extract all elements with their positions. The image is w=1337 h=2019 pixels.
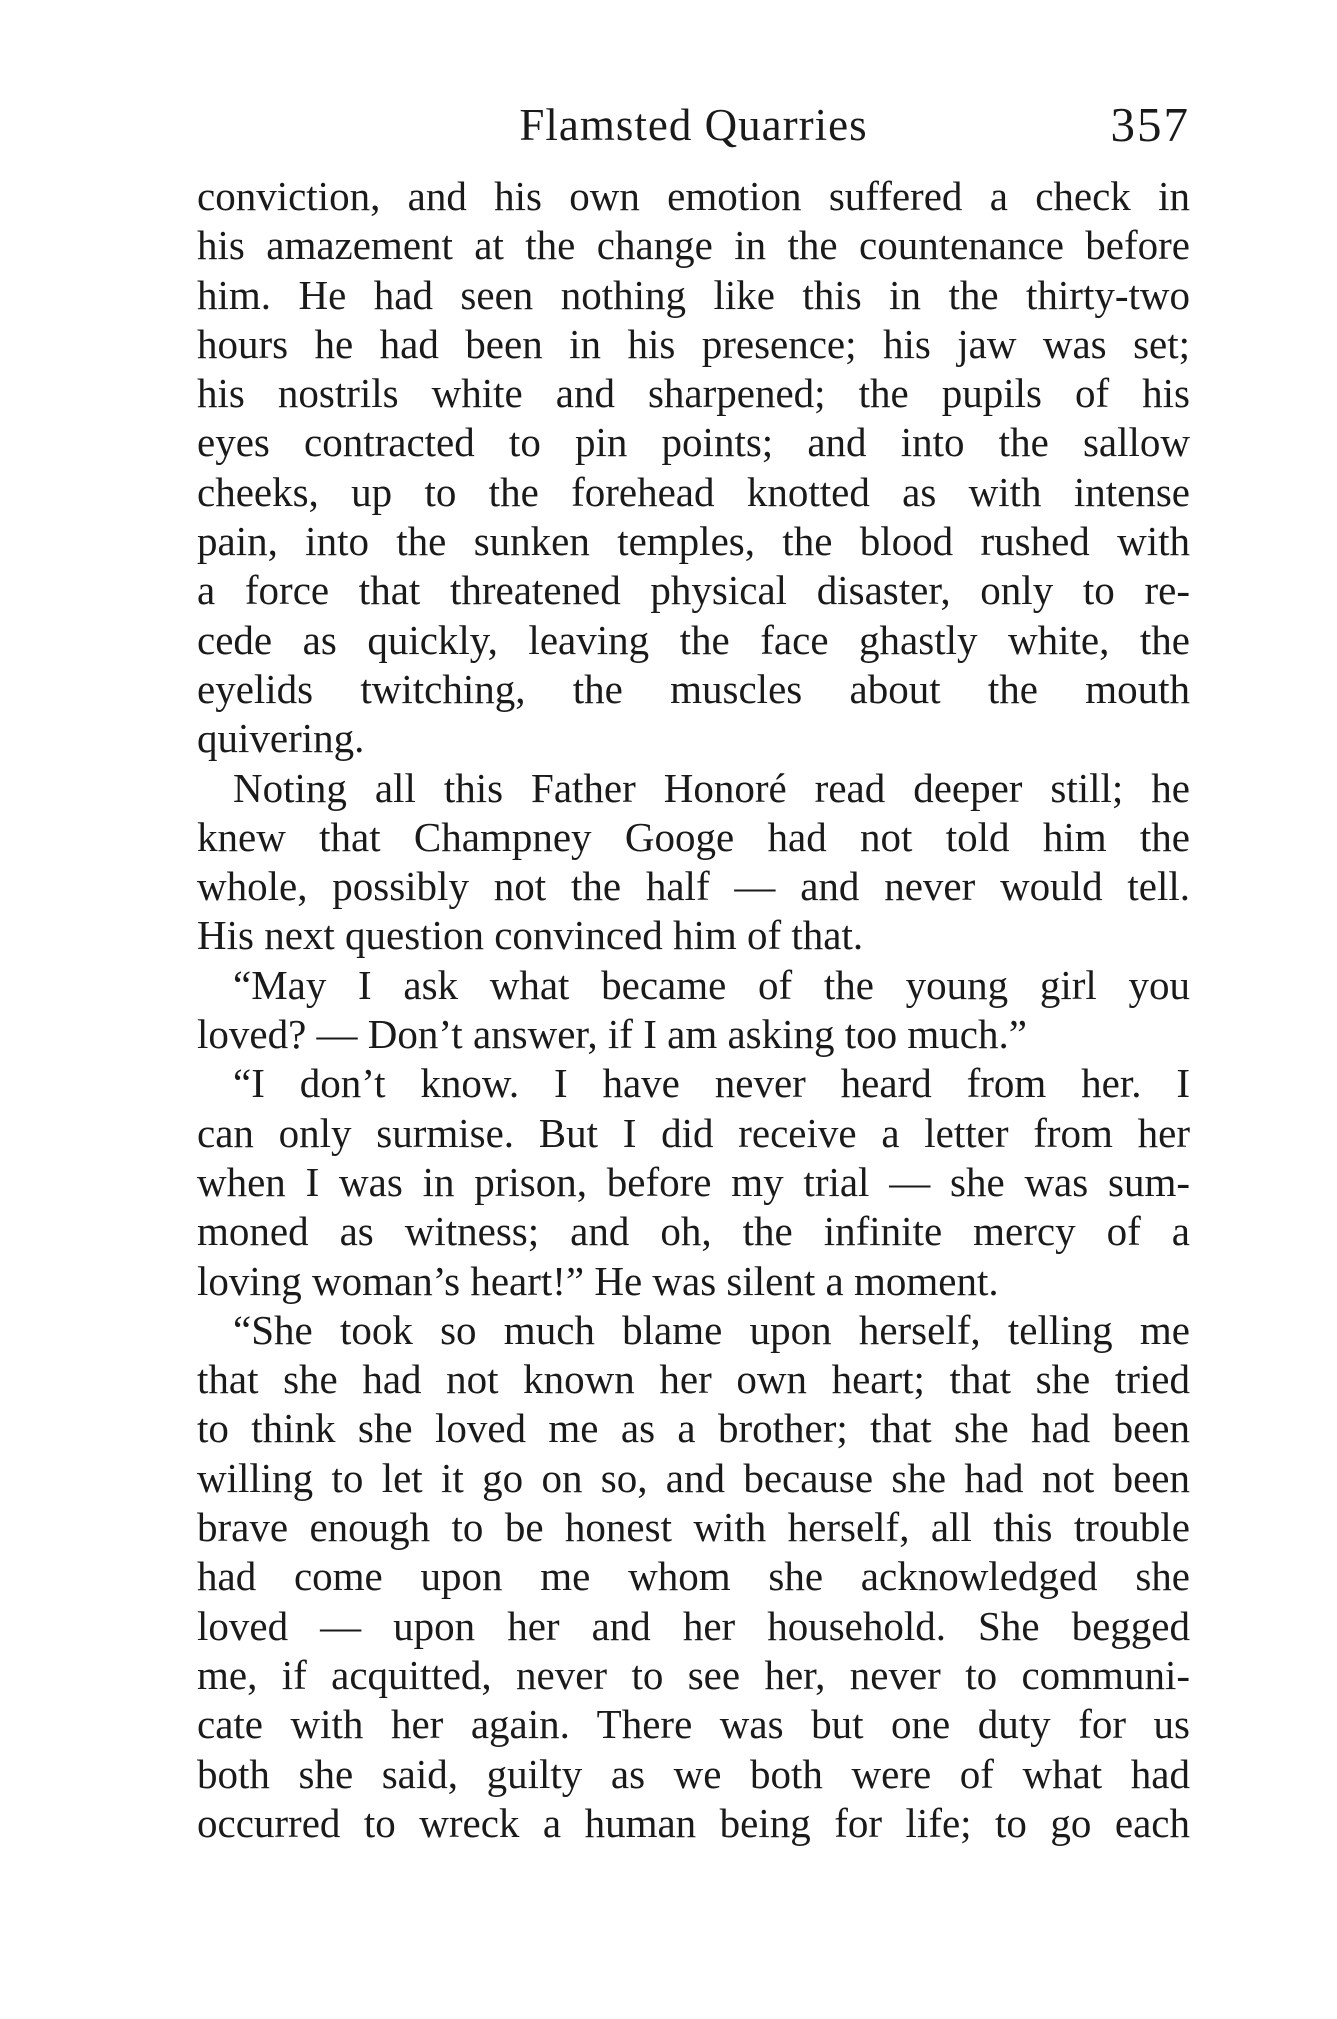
text-line: “She took so much blame upon herself, telling me <box>233 1306 1190 1353</box>
text-line: conviction, and his own emotion suffered a check in <box>197 173 1190 219</box>
text-line: loving woman’s heart!” He was silent a moment. <box>197 1257 999 1304</box>
text-line: whole, possibly not the half — and never would tell. <box>197 863 1190 910</box>
text-line: hours he had been in his presence; his jaw was set; <box>197 320 1190 367</box>
text-line: to think she loved me as a brother; that she had been <box>197 1405 1190 1452</box>
text-line: me, if acquitted, never to see her, never to communi- <box>197 1651 1190 1698</box>
text-line: that she had not known her own heart; that she tried <box>197 1356 1190 1403</box>
text-line: his nostrils white and sharpened; the pupils of his <box>197 370 1190 417</box>
text-line: him. He had seen nothing like this in the thirty-two <box>197 271 1190 318</box>
text-line: his amazement at the change in the countenance before <box>197 222 1190 269</box>
text-line: “May I ask what became of the young girl you <box>233 961 1190 1008</box>
text-line: had come upon me whom she acknowledged she <box>197 1553 1190 1600</box>
text-line: occurred to wreck a human being for life; to go each <box>197 1799 1190 1846</box>
text-line: cate with her again. There was but one duty for us <box>197 1701 1190 1748</box>
text-line: both she said, guilty as we both were of what had <box>197 1750 1190 1797</box>
text-line: eyelids twitching, the muscles about the mouth <box>197 665 1190 712</box>
running-title: Flamsted Quarries <box>519 100 868 150</box>
text-line: knew that Champney Googe had not told him the <box>197 813 1190 860</box>
text-line: a force that threatened physical disaster, only to re- <box>197 567 1190 614</box>
text-line: can only surmise. But I did receive a letter from her <box>197 1109 1190 1156</box>
page-number: 357 <box>1110 97 1190 152</box>
text-line: quivering. <box>197 715 365 762</box>
text-line: cede as quickly, leaving the face ghastly white, the <box>197 616 1190 663</box>
body-text <box>197 172 1190 1848</box>
text-line: eyes contracted to pin points; and into the sallow <box>197 419 1190 466</box>
text-line: loved — upon her and her household. She begged <box>197 1602 1190 1649</box>
text-line: moned as witness; and oh, the infinite mercy of a <box>197 1208 1190 1255</box>
text-line: cheeks, up to the forehead knotted as with intense <box>197 468 1190 515</box>
text-line: pain, into the sunken temples, the blood rushed with <box>197 518 1190 565</box>
text-line: Noting all this Father Honoré read deeper still; he <box>233 764 1190 811</box>
text-line: His next question convinced him of that. <box>197 912 864 959</box>
text-line: loved? — Don’t answer, if I am asking too much.” <box>197 1011 1027 1058</box>
text-line: brave enough to be honest with herself, all this trouble <box>197 1504 1190 1551</box>
text-line: when I was in prison, before my trial — she was sum- <box>197 1158 1190 1205</box>
text-line: “I don’t know. I have never heard from her. I <box>233 1060 1190 1107</box>
text-line: willing to let it go on so, and because she had not been <box>197 1454 1190 1501</box>
running-head <box>197 95 1190 155</box>
